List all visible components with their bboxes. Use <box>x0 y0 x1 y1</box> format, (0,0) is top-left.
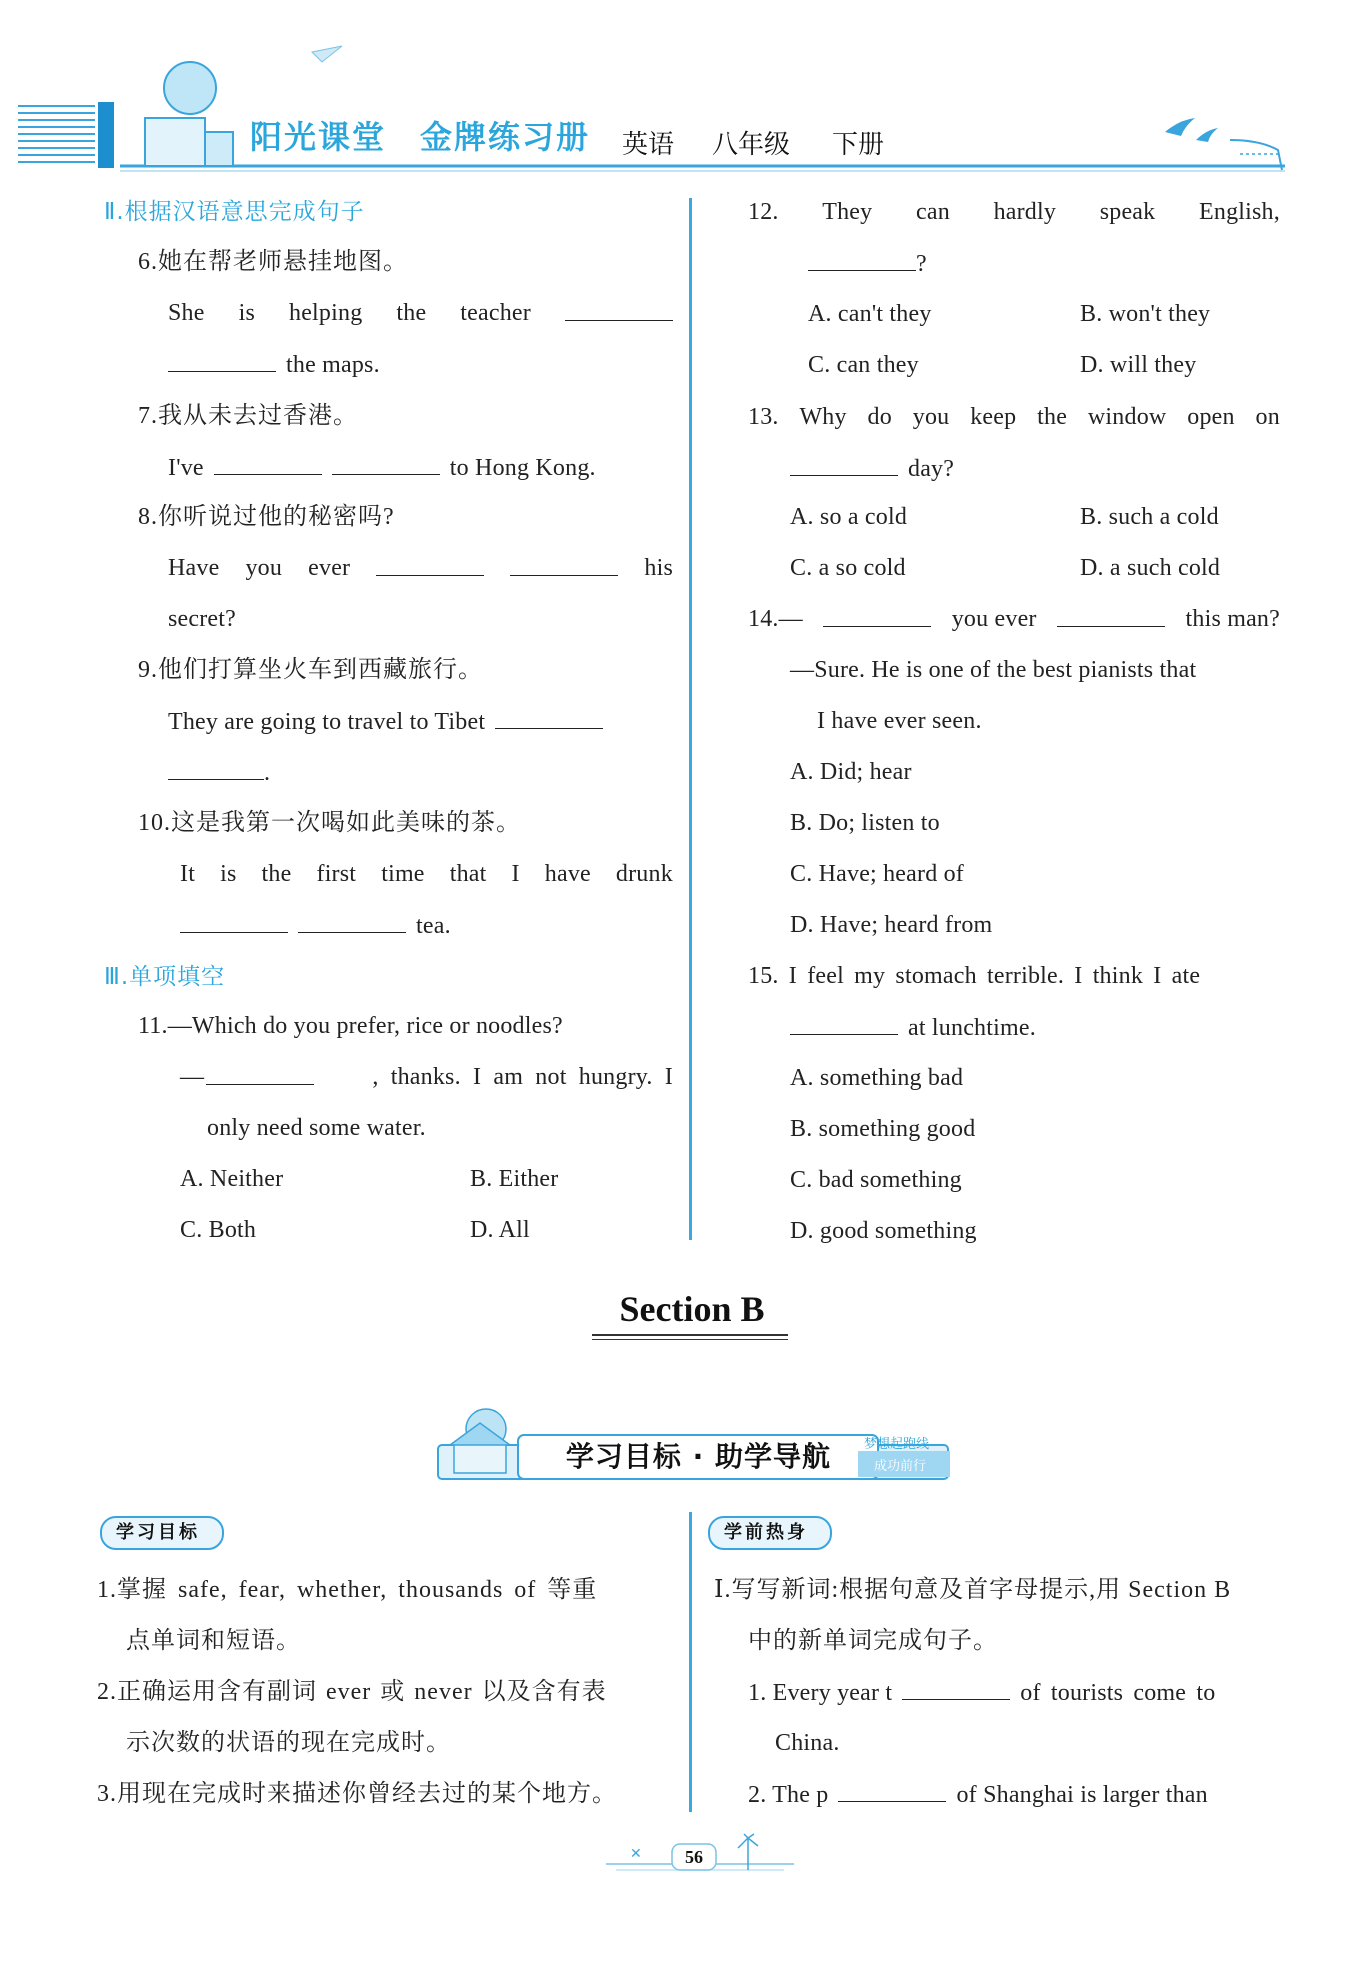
q7-blank-1[interactable] <box>214 450 322 475</box>
q10-line1: It is the first time that I have drunk <box>180 861 673 887</box>
warmup-instr-line1: Ⅰ.写写新词:根据句意及首字母提示,用 Section B <box>714 1577 1232 1603</box>
q15-option-a[interactable]: A. something bad <box>790 1065 964 1091</box>
banner-title: 学习目标 · 助学导航 <box>565 1440 832 1473</box>
q8-line1: Have you ever his <box>168 551 673 585</box>
q15-option-c[interactable]: C. bad something <box>790 1167 962 1193</box>
q11-option-a[interactable]: A. Neither <box>180 1166 284 1192</box>
q7-line: I've to Hong Kong. <box>168 450 596 485</box>
q14-option-d[interactable]: D. Have; heard from <box>790 912 993 938</box>
q13-option-a[interactable]: A. so a cold <box>790 504 908 530</box>
section-3-title: Ⅲ.单项填空 <box>104 964 226 990</box>
banner-tag-1: 梦想起跑线 <box>864 1437 930 1452</box>
warmup-ex1-blank[interactable] <box>902 1675 1010 1700</box>
header-brand: 阳光课堂 <box>250 118 387 156</box>
q14-blank-1[interactable] <box>823 602 931 627</box>
q10-blank-2[interactable] <box>298 908 406 933</box>
goal-1-line2: 点单词和短语。 <box>126 1628 301 1654</box>
q12-line1: 12. They can hardly speak English, <box>748 199 1280 225</box>
warmup-ex2-blank[interactable] <box>838 1777 946 1802</box>
q8-blank-1[interactable] <box>376 551 484 576</box>
header-decoration <box>0 40 1350 180</box>
q13-blank[interactable] <box>790 451 898 476</box>
q11-line3: only need some water. <box>207 1115 426 1141</box>
header-grade: 八年级 <box>712 130 791 160</box>
header-series: 金牌练习册 <box>420 118 591 156</box>
q12-option-d[interactable]: D. will they <box>1080 352 1197 378</box>
q6-line1: She is helping the teacher <box>168 296 673 330</box>
q13-option-c[interactable]: C. a so cold <box>790 555 906 581</box>
q12-option-a[interactable]: A. can't they <box>808 301 932 327</box>
q13-option-d[interactable]: D. a such cold <box>1080 555 1221 581</box>
column-divider <box>689 198 692 1240</box>
q11-option-b[interactable]: B. Either <box>470 1166 559 1192</box>
q6-blank-1[interactable] <box>565 296 673 321</box>
q7-chinese: 7.我从未去过香港。 <box>138 403 358 429</box>
q8-blank-2[interactable] <box>510 551 618 576</box>
q15-option-d[interactable]: D. good something <box>790 1218 977 1244</box>
goal-2-line1: 2.正确运用含有副词 ever 或 never 以及含有表 <box>97 1679 607 1705</box>
q12-option-c[interactable]: C. can they <box>808 352 919 378</box>
banner-tag-2: 成功前行 <box>874 1459 927 1474</box>
q12-option-b[interactable]: B. won't they <box>1080 301 1211 327</box>
warmup-pill: 学前热身 <box>708 1516 832 1550</box>
q12-line2: ? <box>808 246 927 281</box>
section-b-underline <box>592 1334 788 1340</box>
q13-option-b[interactable]: B. such a cold <box>1080 504 1219 530</box>
q14-option-b[interactable]: B. Do; listen to <box>790 810 940 836</box>
q11-blank[interactable] <box>206 1060 314 1085</box>
q14-option-a[interactable]: A. Did; hear <box>790 759 912 785</box>
q14-line3: I have ever seen. <box>817 708 982 734</box>
q10-blank-1[interactable] <box>180 908 288 933</box>
page-header <box>0 40 1350 180</box>
warmup-ex2-line1: 2. The p of Shanghai is larger than <box>748 1777 1208 1812</box>
q14-blank-2[interactable] <box>1057 602 1165 627</box>
q11-option-c[interactable]: C. Both <box>180 1217 257 1243</box>
q8-line2: secret? <box>168 606 237 632</box>
q9-chinese: 9.他们打算坐火车到西藏旅行。 <box>138 657 483 683</box>
q9-line1: They are going to travel to Tibet <box>168 704 613 739</box>
q14-option-c[interactable]: C. Have; heard of <box>790 861 965 887</box>
q6-chinese: 6.她在帮老师悬挂地图。 <box>138 249 408 275</box>
header-subject: 英语 <box>622 130 675 160</box>
lower-column-divider <box>689 1512 692 1812</box>
q12-blank[interactable] <box>808 246 916 271</box>
q15-option-b[interactable]: B. something good <box>790 1116 976 1142</box>
q13-line1: 13. Why do you keep the window open on <box>748 404 1280 430</box>
svg-text:✕: ✕ <box>630 1846 642 1862</box>
q11-option-d[interactable]: D. All <box>470 1217 530 1243</box>
goal-3: 3.用现在完成时来描述你曾经去过的某个地方。 <box>97 1781 617 1807</box>
q6-blank-2[interactable] <box>168 347 276 372</box>
goals-pill: 学习目标 <box>100 1516 224 1550</box>
warmup-ex1-line1: 1. Every year t of tourists come to <box>748 1675 1215 1710</box>
q11-line2: — , thanks. I am not hungry. I <box>180 1060 673 1094</box>
section-2-title: Ⅱ.根据汉语意思完成句子 <box>104 199 365 225</box>
q15-line2: at lunchtime. <box>790 1010 1036 1045</box>
q9-blank-2[interactable] <box>168 755 264 780</box>
section-b-title: Section B <box>619 1289 765 1329</box>
q13-line2: day? <box>790 451 954 486</box>
banner <box>428 1405 958 1485</box>
q10-chinese: 10.这是我第一次喝如此美味的茶。 <box>138 810 521 836</box>
goal-1-line1: 1.掌握 safe, fear, whether, thousands of 等重 <box>97 1577 598 1603</box>
q11-line1: 11.—Which do you prefer, rice or noodles? <box>138 1013 563 1039</box>
q9-line2: . <box>168 755 270 790</box>
q14-line2: —Sure. He is one of the best pianists that <box>790 657 1197 683</box>
q10-line2: tea. <box>180 908 451 943</box>
page-number: 56 <box>685 1847 703 1867</box>
goal-2-line2: 示次数的状语的现在完成时。 <box>126 1730 451 1756</box>
q14-line1: 14.— you ever this man? <box>748 602 1280 636</box>
q6-line2: the maps. <box>168 347 380 382</box>
q15-blank[interactable] <box>790 1010 898 1035</box>
q15-line1: 15. I feel my stomach terrible. I think I ate <box>748 963 1201 989</box>
q9-blank-1[interactable] <box>495 704 603 729</box>
warmup-instr-line2: 中的新单词完成句子。 <box>748 1628 998 1654</box>
warmup-ex1-line2: China. <box>775 1730 840 1756</box>
page-footer <box>600 1832 800 1882</box>
q7-blank-2[interactable] <box>332 450 440 475</box>
q8-chinese: 8.你听说过他的秘密吗? <box>138 504 395 530</box>
header-volume: 下册 <box>832 130 885 160</box>
